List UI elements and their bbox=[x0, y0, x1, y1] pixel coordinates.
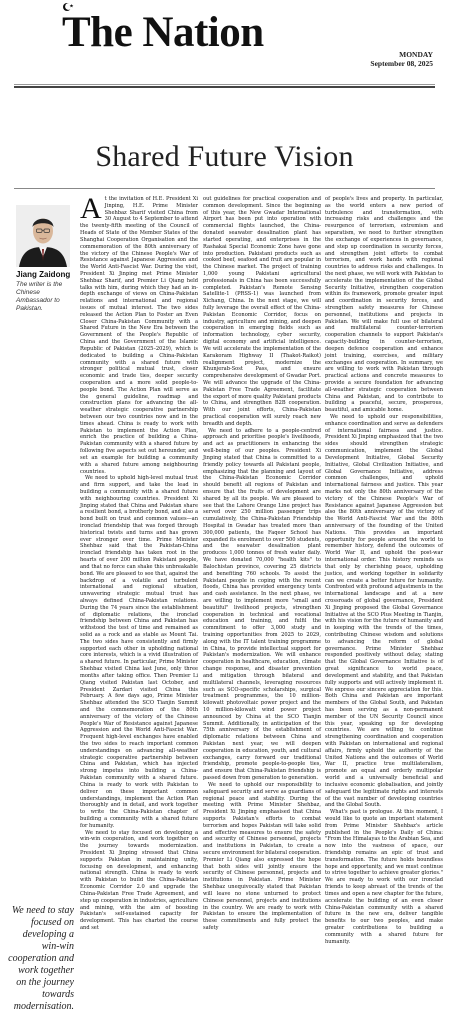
article-paragraph bbox=[80, 192, 198, 475]
headline-rule bbox=[14, 188, 435, 189]
masthead-rule-thick bbox=[14, 86, 435, 88]
article-paragraph: What's past is prologue. At this moment, I would like to quote an important statement from Prime Minister Shehbaz's article published in the People's Daily of China: "From the Himalayas to the Arabian Sea, and now into the vastness of space, our friendship remains an epic of trust and transformation. The future holds boundless hope and opportunity, and we must continue to strive together to achieve greater glories." We are ready to work with our ironclad friends to keep abreast of the trends of the times and open a new chapter for the future, accelerate the building of an even closer China-Pakistan community with a shared future in the new era, deliver tangible benefits to our two peoples, and make greater contributions to building a community with a shared future for humanity. bbox=[325, 809, 443, 945]
author-bio: The writer is the Chinese Ambassador to Pakistan. bbox=[16, 281, 63, 312]
masthead-rule bbox=[14, 84, 435, 85]
article-paragraph: We need to uphold our responsibilities, enhance coordination and serve as defenders of international fairness and justice. President Xi Jinping emphasized that the two sides should strengthen strategic communication, implement the Global Development Initiative, Global Security Initiative, Global Civilization Initiative, and Global Governance Initiative, address common challenges, and uphold international fairness and justice. This year marks not only the 80th anniversary of the victory of the Chinese People's War of Resistance against Japanese Aggression but also the 80th anniversary of the victory of the World Anti-Fascist War and the 80th anniversary of the founding of the United Nations. This provides an important opportunity for people around the world to remember history, defend the outcomes of World War II, and uphold the post-war international order. This history reminds us that only by cherishing peace, upholding justice, and working together in solidarity can we create a better future for humanity. Confronted with profound adjustments in the international landscape and at a new crossroads of global governance, President Xi Jinping proposed the Global Governance Initiative at the SCO Plus Meeting in Tianjin, with his vision for the future of humanity and in keeping with the trends of the times, contributing Chinese wisdom and solutions to advancing the reform of global governance. Prime Minister Shehbaz responded positively without delay, stating that the Global Governance Initiative is of great significance to world peace, development and stability, and that Pakistan fully supports and will actively implement it. We express our sincere appreciation for this. Both China and Pakistan are important members of the Global South, and Pakistan has been serving as a non-permanent member of the UN Security Council since this year, speaking up for developing countries. We are willing to continue strengthening coordination and cooperation with Pakistan on international and regional affairs, firmly uphold the authority of the United Nations and the outcomes of World War II, practice true multilateralism, promote an equal and orderly multipolar world and a universally beneficial and inclusive economic globalisation, and jointly safeguard the legitimate rights and interests of the vast number of developing countries and the Global South. bbox=[325, 414, 443, 809]
author-portrait-icon bbox=[16, 205, 70, 267]
paragraph-text: t the invitation of H.E. President Xi Jinping, H.E. Prime Minister Shehbaz Sharif visited China from 30 August to 4 September to attend the twenty-fifth meeting of the Council of Heads of State of the Member States of the Shanghai Cooperation Organisation and the commemoration of the 80th anniversary of the victory of the Chinese People's War of Resistance against Japanese Aggression and the World Anti-Fascist War. During the visit, President Xi Jinping met Prime Minister Shehbaz Sharif, and Premier Li Qiang held talks with him, during which they had an in-depth exchange of views on China-Pakistan relations and international and regional issues of mutual interest. The two sides released the Action Plan to Foster an Even Closer China-Pakistan Community with a Shared Future in the New Era between the Government of the People's Republic of China and the Government of the Islamic Republic of Pakistan (2025–2029), which is dedicated to building a China-Pakistan community with a shared future with stronger political mutual trust, closer economic and trade ties, deeper security cooperation and a more solid people-to-people bond. The Action Plan will serve as the general guideline, roadmap and construction plans for advancing the all-weather strategic cooperative partnership between our two countries now and in the times ahead. China is ready to work with Pakistan to implement the Action Plan, enrich the practice of building a China-Pakistan community with a shared future by following five aspects set out hereunder, and set an example for building a community with a shared future among neighbouring countries. bbox=[80, 196, 198, 475]
drop-cap: A bbox=[80, 192, 102, 225]
author-name: Jiang Zaidong bbox=[16, 270, 71, 279]
article-paragraph: We need to uphold high-level mutual trust and firm support, and take the lead in building a community with a shared future with neighbouring countries. President Xi Jinping stated that China and Pakistan share a resilient bond, a brotherly bond, and also a bond built on trust and common values—an ironclad friendship that was forged through historical twists and turns and has grown ever stronger over time. Prime Minister Shehbaz said that the Pakistan-China ironclad friendship has taken root in the hearts of over 200 million Pakistani people, and that no force can shake this unbreakable bond. We are pleased to see that, against the backdrop of a volatile and turbulent international and regional situation, unwavering strategic mutual trust has always defined China-Pakistan relations. During the 74 years since the establishment of diplomatic relations, the ironclad friendship between China and Pakistan has withstood the test of time and remained as solid as a rock and as stable as Mount Tai. The two sides have consistently and firmly supported each other in upholding national core interests, which is a vivid illustration of a shared future. In particular, Prime Minister Shehbaz visited China last June, only three months after taking office. Then Premier Li Qiang visited Pakistan last October, and President Zardari visited China this February. A few days ago, Prime Minister Shehbaz attended the SCO Tianjin Summit and the commemoration of the 80th anniversary of the victory of the Chinese People's War of Resistance against Japanese Aggression and the World Anti-Fascist War. Frequent high-level exchanges have enabled the two sides to reach important common understandings on advancing all-weather strategic cooperative partnership between China and Pakistan, which has injected strong impetus into building a China-Pakistan community with a shared future. China is ready to work with Pakistan to deliver on these important common understandings, implement the Action Plan thoroughly and in detail, and work together to write the China-Pakistan chapter of building a community with a shared future for humanity. bbox=[80, 475, 198, 829]
issue-day: MONDAY bbox=[399, 50, 433, 59]
masthead bbox=[0, 0, 449, 80]
article-column-3 bbox=[325, 196, 443, 945]
article-column-2 bbox=[203, 196, 321, 932]
article-paragraph: of people's lives and property. In particular, as the world enters a new period of turbulence and transformation, with increasing risks and challenges and the resurgence of terrorism, extremism and separatism, we need to further strengthen the exchange of experiences in governance, and step up coordination in security forces, and strengthen joint efforts to combat terrorism, and work hands with regional countries to address risks and challenges. In the next phase, we will work with Pakistan to accelerate the implementation of the Global Security Initiative, strengthen cooperation within its framework, promote greater input and coordination in security forces, and strengthen safety measures for Chinese personnel, institutions and projects in Pakistan. We will make full use of bilateral and multilateral counter-terrorism cooperation channels to support Pakistan's capacity-building in counter-terrorism, deepen defence cooperation and enhance joint training, exercises, and military exchanges and cooperation. In summary, we are willing to work with Pakistan through practical actions and concrete measures to provide a secure foundation for advancing all-weather strategic cooperation between China and Pakistan, and to contribute to building a peaceful, secure, prosperous, beautiful, and amicable home. bbox=[325, 196, 443, 414]
article-paragraph: out guidelines for practical cooperation and common development. Since the beginning of this year, the New Gwadar International Airport has been put into operation with commercial flights launched, the China-donated seawater desalination plant has started operating, and enterprises in the Rashakai Special Economic Zone have gone into production. Pakistani products such as cooked beef, seafood and fruit are popular in the Chinese market. The project of training 1,000 young Pakistani agricultural professionals in China has been successfully completed. Pakistan's Remote Sensing Satellite-1 (PRSS-1) was launched from Xichang, China. In the next stage, we will fully leverage the overall effect of the China-Pakistan Economic Corridor, focus on industry, agriculture and mining, and deepen cooperation in emerging fields such as information technology, cyber security, digital economy and artificial intelligence. We will accelerate the implementation of the Karakoram Highway II (Thakot-Raikot) realignment project, modernize the Khunjerab-Sost Pass, and ensure comprehensive development of Gwadar Port. We will advance the upgrade of the China-Pakistan Free Trade Agreement, facilitate the export of more quality Pakistani products to China, and strengthen B2B cooperation. With our joint efforts, China-Pakistan practical cooperation will surely reach new breadth and depth. bbox=[203, 196, 321, 427]
article-paragraph: We need to stay focused on developing a win-win cooperation, and work together on the journey towards modernization. President Xi Jinping stressed that China supports Pakistan in maintaining unity, focusing on development, and enhancing national strength. China is ready to work with Pakistan to build the China-Pakistan Economic Corridor 2.0 and upgrade the China-Pakistan Free Trade Agreement, and step up cooperation in industries, agriculture and mining, with the aim of boosting Pakistan's self-sustained capacity for development. This has charted the course and set bbox=[80, 829, 198, 931]
pull-quote: We need to stay focused on developing a win-win cooperation and work together on the journey towards modernisation. bbox=[8, 905, 74, 1012]
author-photo bbox=[16, 205, 70, 267]
article-headline: Shared Future Vision bbox=[95, 140, 354, 173]
article-paragraph: We need to adhere to a people-centred approach and prioritise people's livelihoods, and act as practitioners in enhancing the well-being of our peoples. President Xi Jinping stated that China is committed to a friendly policy towards all Pakistani people, emphasizing that the planning and layout of the China-Pakistan Economic Corridor should benefit all regions of Pakistan and ensure that the fruits of development are shared by all its people. We are pleased to see that the Lahore Orange Line project has served over 250 million passenger trips cumulatively, the China-Pakistan Friendship Hospital in Gwadar has treated more than 300,000 patients, the Faqeer School has expanded its enrolment to over 500 students, and the seawater desalination plant produces 1,000 tonnes of fresh water daily. We have donated 70,000 "health kits" to Balochistan province, covering 25 districts and benefiting 760 schools. To assist the Pakistani people in coping with the recent floods, China has provided emergency tents and cash assistance. In the next phase, we are willing to implement more "small and beautiful" livelihood projects, strengthen cooperation in technical and vocational education and training, and fulfil the commitment to offer 3,000 study and training opportunities from 2025 to 2029, along with the IT talent training programme in China, to provide intellectual support for Pakistan's modernization. We will enhance cooperation in healthcare, education, climate change response, and disaster prevention and mitigation through bilateral and multilateral channels, leveraging resources such as SCO-specific scholarships, surgical treatment programmes, the 10 million-kilowatt photovoltaic power project and the 10 million-kilowatt wind power project announced by China at the SCO Tianjin Summit. Additionally, in anticipation of the 75th anniversary of the establishment of diplomatic relations between China and Pakistan next year, we will deepen cooperation in education, youth, and cultural exchanges, carry forward our traditional friendship, promote people-to-people ties, and ensure that China-Pakistan friendship is passed down from generation to generation. bbox=[203, 427, 321, 782]
issue-date: September 08, 2025 bbox=[370, 59, 433, 68]
article-column-1 bbox=[80, 192, 198, 932]
article-paragraph: We need to uphold our responsibility to safeguard security and serve as guardians of regional peace and stability. During the meeting with Prime Minister Shehbaz, President Xi Jinping emphasised that China supports Pakistan's efforts to combat terrorism and hopes Pakistan will take solid and effective measures to ensure the safety and security of Chinese personnel, projects and institutions in Pakistan, to create a secure environment for bilateral cooperation. Premier Li Qiang also expressed the hope that both sides will jointly ensure the security of Chinese personnel, projects and institutions in Pakistan. Prime Minister Shehbaz unequivocally stated that Pakistan will leave no stone unturned to protect Chinese personnel, projects and institutions in the country. We are ready to work with Pakistan to ensure the implementation of these commitments and fully protect the safety bbox=[203, 781, 321, 931]
dateline bbox=[370, 50, 433, 68]
newspaper-logo[interactable]: The Nation bbox=[62, 9, 264, 56]
